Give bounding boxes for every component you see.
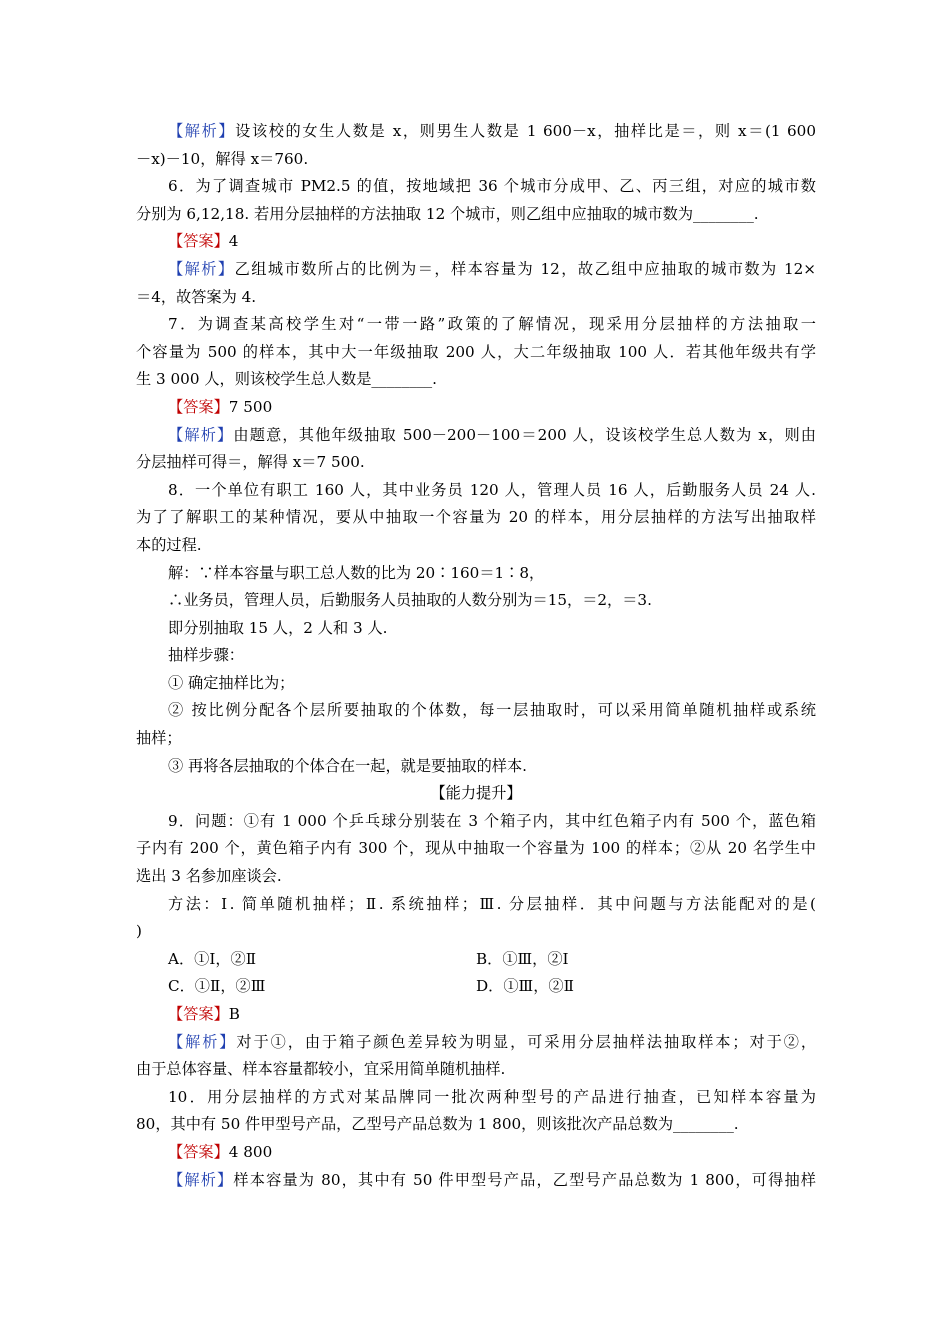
question-6-line: 分别为 6,12,18. 若用分层抽样的方法抽取 12 个城市，则乙组中应抽取的城市数为________.: [136, 204, 759, 223]
choice-d: D．①Ⅲ，②Ⅱ: [476, 977, 574, 996]
answer-tag: 【答案】: [168, 1005, 229, 1023]
analysis-tag: 【解析】: [168, 122, 236, 140]
analysis-text: 设该校的女生人数是 x，则男生人数是 1 600－x，抽样比是＝，则 x＝(1 600: [235, 122, 816, 140]
analysis-text: 由题意，其他年级抽取 500－200－100＝200 人，设该校学生总人数为 x，则由: [233, 425, 816, 444]
text-line: ＝4，故答案为 4.: [136, 287, 257, 306]
question-10-line: 10．用分层抽样的方式对某品牌同一批次两种型号的产品进行抽查，已知样本容量为: [168, 1087, 816, 1106]
question-8-line: 为了了解职工的某种情况，要从中抽取一个容量为 20 的样本，用分层抽样的方法写出抽取样: [136, 508, 816, 527]
analysis-tag: 【解析】: [168, 1170, 234, 1189]
analysis-text: 乙组城市数所占的比例为＝，样本容量为 12，故乙组中应抽取的城市数为 12×: [234, 259, 816, 278]
analysis-tag: 【解析】: [168, 425, 234, 444]
choice-c: C．①Ⅱ，②Ⅲ: [168, 977, 266, 996]
question-8-line: 8．一个单位有职工 160 人，其中业务员 120 人，管理人员 16 人，后勤服务人员 24 人.: [168, 480, 816, 499]
solution-line: ∴业务员，管理人员，后勤服务人员抽取的人数分别为＝15，＝2，＝3.: [168, 591, 652, 610]
section-heading: 【能力提升】: [430, 784, 522, 803]
analysis-line: [136, 422, 816, 450]
question-9-line: 9．问题：①有 1 000 个乒乓球分别装在 3 个箱子内，其中红色箱子内有 500 个，蓝色箱: [168, 811, 816, 830]
analysis-line: [136, 256, 816, 284]
text-line: 分层抽样可得＝，解得 x＝7 500.: [136, 453, 365, 472]
solution-step: ① 确定抽样比为；: [168, 673, 295, 692]
answer-line: [136, 1139, 816, 1167]
solution-line: 解：∵样本容量与职工总人数的比为 20∶160＝1∶8，: [168, 563, 545, 582]
analysis-tag: 【解析】: [168, 259, 235, 278]
choice-row: [136, 973, 816, 1001]
question-7-line: 个容量为 500 的样本，其中大一年级抽取 200 人，大二年级抽取 100 人．若其他年级共有学: [136, 342, 816, 361]
analysis-text: 对于①，由于箱子颜色差异较为明显，可采用分层抽样法抽取样本；对于②，: [236, 1032, 816, 1051]
solution-step: 抽样；: [136, 729, 182, 748]
question-9-line: ): [136, 922, 142, 941]
question-7-line: 7．为调查某高校学生对“一带一路”政策的了解情况，现采用分层抽样的方法抽取一: [168, 315, 816, 334]
choice-a: A．①Ⅰ，②Ⅱ: [168, 949, 257, 968]
answer-line: [136, 228, 816, 256]
answer-text: 4 800: [228, 1142, 273, 1161]
answer-text: 7 500: [228, 397, 273, 416]
answer-tag: 【答案】: [168, 397, 229, 416]
analysis-line: [136, 1167, 816, 1195]
text-line: 由于总体容量、样本容量都较小，宜采用简单随机抽样.: [136, 1060, 506, 1079]
answer-tag: 【答案】: [168, 1142, 229, 1161]
analysis-text: 样本容量为 80，其中有 50 件甲型号产品，乙型号产品总数为 1 800，可得抽样: [233, 1170, 816, 1189]
answer-text: B: [228, 1005, 240, 1023]
answer-line: [136, 394, 816, 422]
document-body: [136, 118, 816, 1194]
question-9-line: 方法：Ⅰ. 简单随机抽样；Ⅱ. 系统抽样；Ⅲ. 分层抽样．其中问题与方法能配对的是(: [168, 894, 816, 913]
text-line: －x)－10，解得 x＝760.: [136, 149, 309, 168]
analysis-tag: 【解析】: [168, 1032, 237, 1051]
choice-row: [136, 946, 816, 974]
question-6-line: 6．为了调查城市 PM2.5 的值，按地域把 36 个城市分成甲、乙、丙三组，对应的城市数: [168, 177, 816, 196]
choice-b: B．①Ⅲ，②Ⅰ: [476, 949, 569, 968]
solution-line: 即分别抽取 15 人，2 人和 3 人.: [168, 618, 388, 637]
analysis-line: [136, 118, 816, 146]
question-7-line: 生 3 000 人，则该校学生总人数是________.: [136, 370, 437, 389]
question-10-line: 80，其中有 50 件甲型号产品，乙型号产品总数为 1 800，则该批次产品总数为________.: [136, 1115, 739, 1134]
question-9-line: 子内有 200 个，黄色箱子内有 300 个，现从中抽取一个容量为 100 的样本；②从 20 名学生中: [136, 839, 816, 858]
answer-text: 4: [228, 232, 239, 251]
solution-step: ③ 再将各层抽取的个体合在一起，就是要抽取的样本.: [168, 756, 527, 775]
solution-line: 抽样步骤：: [168, 646, 244, 665]
answer-tag: 【答案】: [168, 232, 229, 251]
question-9-line: 选出 3 名参加座谈会.: [136, 867, 282, 886]
analysis-line: [136, 1029, 816, 1057]
solution-step: ② 按比例分配各个层所要抽取的个体数，每一层抽取时，可以采用简单随机抽样或系统: [168, 701, 816, 720]
question-8-line: 本的过程.: [136, 535, 202, 554]
answer-line: [136, 1001, 816, 1029]
